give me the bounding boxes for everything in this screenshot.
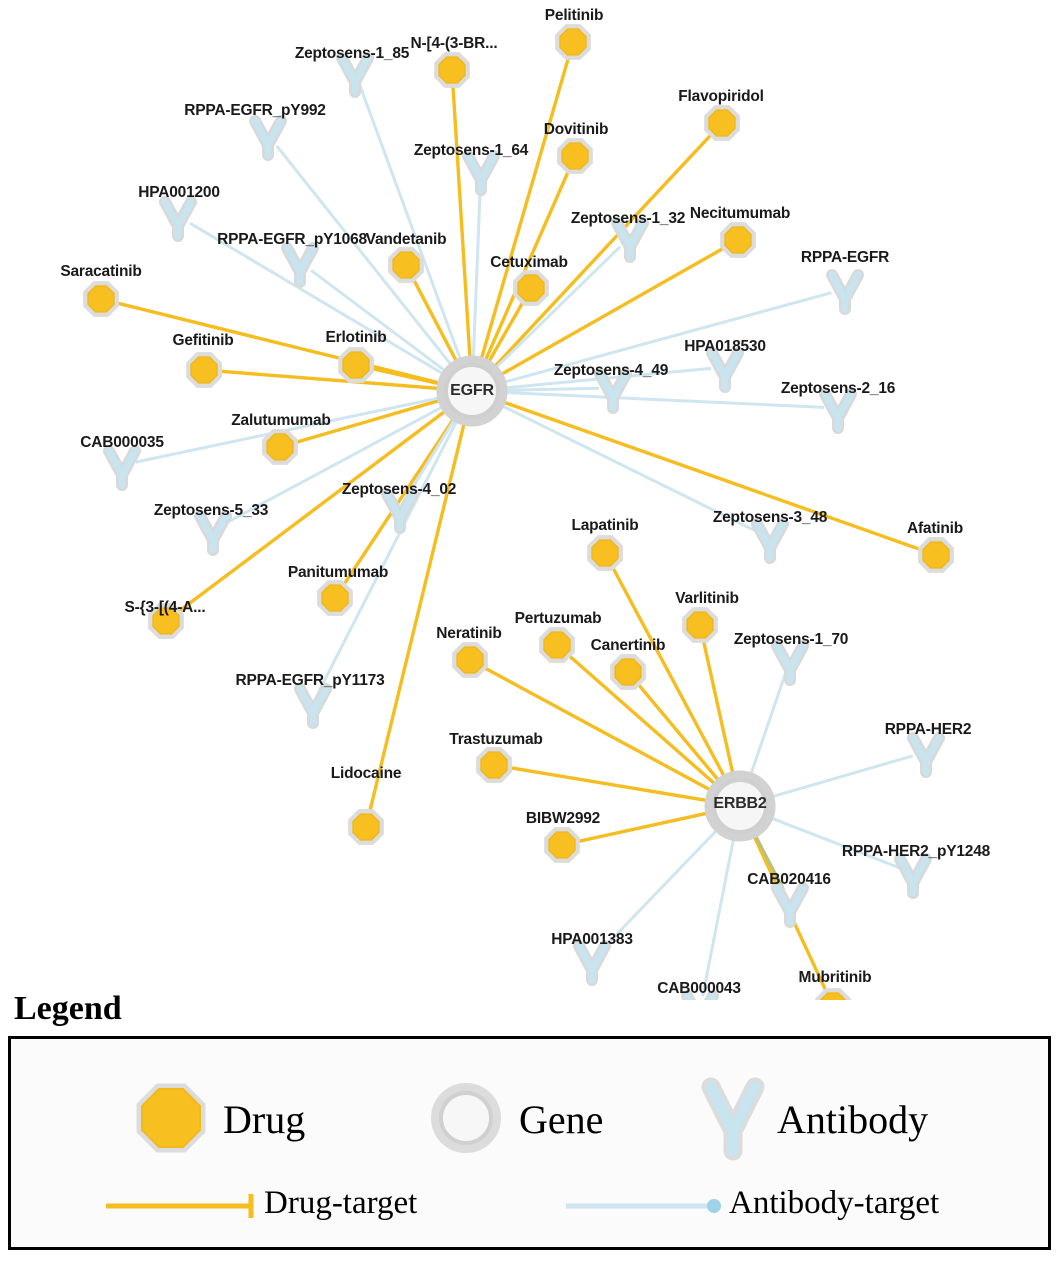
drug-label: Pertuzumab xyxy=(514,610,602,627)
edge-drug-target xyxy=(704,642,734,777)
drug-label: Dovitinib xyxy=(543,121,609,138)
edge-antibody-target xyxy=(502,392,824,407)
drug-label: Saracatinib xyxy=(60,263,142,280)
drug-label: BIBW2992 xyxy=(525,810,601,827)
antibody-node[interactable] xyxy=(777,646,803,680)
drug-node[interactable] xyxy=(480,751,508,779)
legend-drug-target-edge xyxy=(106,1194,251,1218)
edge-antibody-target xyxy=(502,388,599,390)
legend-drug-icon xyxy=(142,1089,200,1147)
drug-node[interactable] xyxy=(342,351,370,379)
antibody-label: RPPA-EGFR xyxy=(800,249,890,266)
edge-drug-target xyxy=(639,685,721,783)
drug-node[interactable] xyxy=(591,539,619,567)
legend-gene-icon xyxy=(436,1088,496,1148)
antibody-node[interactable] xyxy=(300,689,326,723)
antibody-label: Zeptosens-4_49 xyxy=(553,362,669,379)
antibody-label: Zeptosens-1_32 xyxy=(570,210,686,227)
drug-label: Mubritinib xyxy=(798,969,872,986)
drug-node-shape xyxy=(592,540,618,566)
antibody-label: CAB020416 xyxy=(747,871,831,888)
edge-drug-target xyxy=(341,416,457,584)
edge-antibody-target xyxy=(703,835,735,996)
drug-node[interactable] xyxy=(456,646,484,674)
antibody-label: CAB000043 xyxy=(657,980,741,997)
drug-label: Pelitinib xyxy=(544,7,604,24)
drug-node[interactable] xyxy=(190,356,218,384)
drug-node-shape xyxy=(343,352,369,378)
drug-label: Zalutumumab xyxy=(231,412,331,429)
antibody-node[interactable] xyxy=(342,58,368,92)
drug-label: Neratinib xyxy=(436,625,502,642)
drug-label: Flavopiridol xyxy=(678,88,764,105)
drug-node-shape xyxy=(322,585,348,611)
antibody-label: Zeptosens-2_16 xyxy=(780,380,896,397)
antibody-node[interactable] xyxy=(757,524,783,558)
antibody-node[interactable] xyxy=(900,859,926,893)
drug-node-shape xyxy=(457,647,483,673)
drug-node[interactable] xyxy=(724,226,752,254)
drug-node-shape xyxy=(725,227,751,253)
edge-layer xyxy=(118,58,920,996)
drug-label: S-{3-[(4-A... xyxy=(124,599,206,616)
drug-label: Panitumumab xyxy=(287,564,389,581)
drug-node[interactable] xyxy=(392,251,420,279)
drug-label: Canertinib xyxy=(590,637,666,654)
antibody-node[interactable] xyxy=(287,248,313,282)
drug-node[interactable] xyxy=(922,541,950,569)
antibody-node[interactable] xyxy=(579,946,605,980)
legend-label-antibody: Antibody xyxy=(777,1097,929,1142)
drug-label: N-[4-(3-BR... xyxy=(410,35,498,52)
antibody-label: Zeptosens-5_33 xyxy=(153,502,269,519)
antibody-node[interactable] xyxy=(468,156,494,190)
drug-label: Gefitinib xyxy=(172,332,234,349)
drug-node-shape xyxy=(562,143,588,169)
drug-label: Necitumumab xyxy=(689,205,791,222)
drug-label: Lidocaine xyxy=(330,765,402,782)
antibody-node[interactable] xyxy=(913,738,939,772)
drug-node-shape xyxy=(267,434,293,460)
drug-node[interactable] xyxy=(614,658,642,686)
drug-node[interactable] xyxy=(87,285,115,313)
drug-node-shape xyxy=(88,286,114,312)
drug-node-shape xyxy=(393,252,419,278)
antibody-node[interactable] xyxy=(617,223,643,257)
edge-drug-target xyxy=(373,369,443,385)
antibody-node[interactable] xyxy=(777,888,803,922)
drug-node-shape xyxy=(560,29,586,55)
antibody-label: Zeptosens-4_02 xyxy=(341,481,457,498)
legend-label-drug: Drug xyxy=(223,1097,306,1142)
drug-node[interactable] xyxy=(517,274,545,302)
drug-label: Erlotinib xyxy=(325,329,387,346)
drug-node-shape xyxy=(923,542,949,568)
drug-node[interactable] xyxy=(548,831,576,859)
drug-node-shape xyxy=(353,814,379,840)
legend-label-drug-target: Drug-target xyxy=(264,1185,418,1221)
drug-node[interactable] xyxy=(543,631,571,659)
antibody-node[interactable] xyxy=(825,394,851,428)
drug-node[interactable] xyxy=(561,142,589,170)
antibody-label: Zeptosens-1_64 xyxy=(413,142,529,159)
drug-node-shape xyxy=(191,357,217,383)
antibody-label: RPPA-HER2 xyxy=(884,721,972,738)
antibody-label: RPPA-HER2_pY1248 xyxy=(841,843,991,860)
drug-node-shape xyxy=(544,632,570,658)
antibody-label: RPPA-EGFR_pY1173 xyxy=(235,672,385,689)
edge-antibody-target xyxy=(769,756,913,798)
drug-label: Lapatinib xyxy=(571,517,639,534)
edge-drug-target xyxy=(500,401,920,549)
drug-node[interactable] xyxy=(352,813,380,841)
edge-drug-target xyxy=(485,668,714,792)
drug-node-shape xyxy=(481,752,507,778)
drug-label: Vandetanib xyxy=(365,231,447,248)
edge-drug-target xyxy=(480,58,568,362)
antibody-label: RPPA-EGFR_pY992 xyxy=(184,102,326,119)
drug-node-shape xyxy=(687,612,713,638)
antibody-label: HPA001383 xyxy=(551,931,633,948)
gene-label: ERBB2 xyxy=(713,795,767,812)
legend-label-gene: Gene xyxy=(519,1097,604,1142)
drug-node[interactable] xyxy=(686,611,714,639)
drug-node[interactable] xyxy=(321,584,349,612)
antibody-node[interactable] xyxy=(200,516,226,550)
drug-node[interactable] xyxy=(708,109,736,137)
antibody-label: Zeptosens-3_48 xyxy=(712,509,828,526)
drug-label: Varlitinib xyxy=(675,590,739,607)
antibody-node[interactable] xyxy=(832,275,858,309)
antibody-node[interactable] xyxy=(712,353,738,387)
drug-node[interactable] xyxy=(438,56,466,84)
drug-node[interactable] xyxy=(266,433,294,461)
antibody-node[interactable] xyxy=(109,451,135,485)
gene-label: EGFR xyxy=(450,382,494,399)
drug-label: Trastuzumab xyxy=(449,731,543,748)
legend-box xyxy=(8,1036,1051,1250)
legend xyxy=(8,990,1051,1250)
antibody-node[interactable] xyxy=(255,121,281,155)
antibody-label: CAB000035 xyxy=(80,434,164,451)
edge-antibody-target xyxy=(319,418,458,691)
antibody-label: Zeptosens-1_85 xyxy=(294,45,410,62)
edge-drug-target xyxy=(453,87,470,361)
antibody-node[interactable] xyxy=(165,202,191,236)
antibody-label: HPA018530 xyxy=(684,338,766,355)
antibody-label: Zeptosens-1_70 xyxy=(733,631,849,648)
drug-node-shape xyxy=(518,275,544,301)
legend-antibody-target-edge xyxy=(566,1199,721,1213)
antibody-label: HPA001200 xyxy=(138,184,220,201)
drug-node-shape xyxy=(709,110,735,136)
drug-node[interactable] xyxy=(559,28,587,56)
legend-label-antibody-target: Antibody-target xyxy=(729,1185,940,1221)
drug-node-shape xyxy=(549,832,575,858)
antibody-label: RPPA-EGFR_pY1068 xyxy=(217,231,367,248)
edge-antibody-target xyxy=(750,673,786,777)
drug-label: Afatinib xyxy=(906,520,964,537)
drug-label: Cetuximab xyxy=(490,254,568,271)
edge-antibody-target xyxy=(473,184,480,361)
drug-node-shape xyxy=(439,57,465,83)
legend-antibody-icon xyxy=(711,1087,755,1151)
edge-antibody-target xyxy=(360,85,462,363)
drug-node-shape xyxy=(615,659,641,685)
legend-title: Legend xyxy=(14,990,122,1027)
